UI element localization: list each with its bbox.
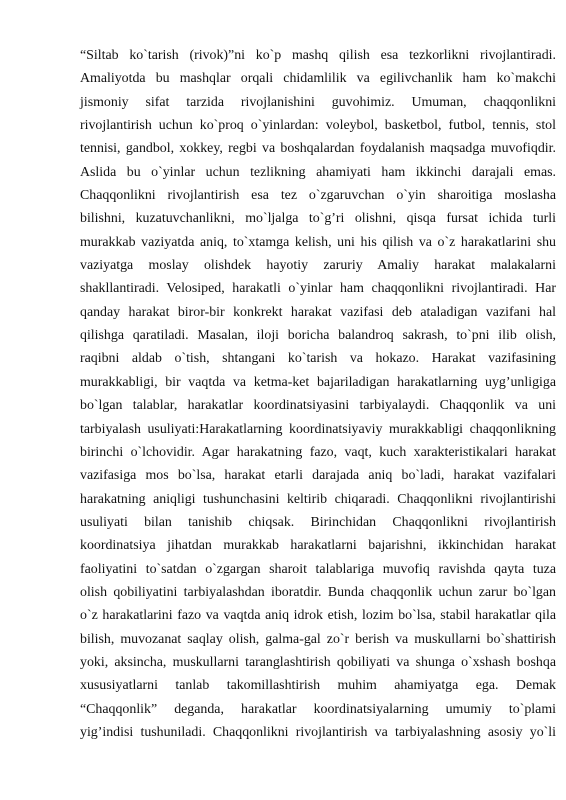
- text-line: shakllantiradi. Velosiped, harakatli o`yinlar ham chaqqonlikni rivojlantiradi. Har: [80, 281, 556, 297]
- text-line: harakatning aniqligi tushunchasini keltirib chiqaradi. Chaqqonlikni rivojlantirishi: [80, 491, 556, 507]
- text-line: murakkabligi, bir vaqtda va ketma-ket bajariladigan harakatlarning uyg’unligiga: [80, 374, 556, 390]
- text-line: o`z harakatlarini fazo va vaqtda aniq idrok etish, lozim bo`lsa, stabil harakatlar qila: [80, 608, 556, 624]
- text-line: bilishni, kuzatuvchanlikni, mo`ljalga to`g’ri olishni, qisqa fursat ichida turli: [80, 211, 556, 227]
- text-line: yig’indisi tushuniladi. Chaqqonlikni rivojlantirish va tarbiyalashning asosiy yo`li: [80, 724, 556, 740]
- text-line: raqibni aldab o`tish, shtangani ko`tarish va hokazo. Harakat vazifasining: [80, 351, 556, 367]
- text-line: Chaqqonlikni rivojlantirish esa tez o`zgaruvchan o`yin sharoitiga moslasha: [80, 188, 556, 204]
- text-line: Amaliyotda bu mashqlar orqali chidamlilik va egilivchanlik ham ko`makchi: [80, 71, 556, 87]
- text-line: vaziyatga moslay olishdek hayotiy zaruriy Amaliy harakat malakalarni: [80, 258, 556, 274]
- text-line: usuliyati bilan tanishib chiqsak. Birinchidan Chaqqonlikni rivojlantirish: [80, 514, 556, 530]
- text-line: vazifasiga mos bo`lsa, harakat etarli darajada aniq bo`ladi, harakat vazifalari: [80, 468, 556, 484]
- text-line: xususiyatlarni tanlab takomillashtirish muhim ahamiyatga ega. Demak: [80, 678, 556, 694]
- text-line: bilish, muvozanat saqlay olish, galma-gal zo`r berish va muskullarni bo`shattirish: [80, 631, 556, 647]
- text-line: olish qobiliyatini tarbiyalashdan iboratdir. Bunda chaqqonlik uchun zarur bo`lgan: [80, 584, 556, 600]
- text-line: murakkab vaziyatda aniq, to`xtamga kelish, uni his qilish va o`z harakatlarini shu: [80, 234, 556, 250]
- text-line: jismoniy sifat tarzida rivojlanishini guvohimiz. Umuman, chaqqonlikni: [80, 94, 556, 110]
- text-line: birinchi o`lchovidir. Agar harakatning fazo, vaqt, kuch xarakteristikalari harakat: [80, 444, 556, 460]
- text-line: qilishga qaratiladi. Masalan, iloji boricha balandroq sakrash, to`pni ilib olish,: [80, 328, 556, 344]
- text-line: tennisi, gandbol, xokkey, regbi va boshqalardan foydalanish maqsadga muvofiqdir.: [80, 141, 556, 157]
- text-line: bo`lgan talablar, harakatlar koordinatsiyasini tarbiyalaydi. Chaqqonlik va uni: [80, 398, 556, 414]
- body-paragraph: [80, 44, 556, 744]
- text-line: qanday harakat biror-bir konkrekt harakat vazifasi deb ataladigan vazifani hal: [80, 304, 556, 320]
- text-line: faoliyatini to`satdan o`zgargan sharoit talablariga muvofiq ravishda qayta tuza: [80, 561, 556, 577]
- text-line: yoki, aksincha, muskullarni taranglashtirish qobiliyati va shunga o`xshash boshqa: [80, 654, 556, 670]
- text-line: “Siltab ko`tarish (rivok)”ni ko`p mashq qilish esa tezkorlikni rivojlantiradi.: [80, 48, 556, 63]
- text-line: tarbiyalash usuliyati:Harakatlarning koordinatsiyaviy murakkabligi chaqqonlikning: [80, 421, 556, 437]
- text-line: Aslida bu o`yinlar uchun tezlikning ahamiyati ham ikkinchi darajali emas.: [80, 164, 556, 180]
- text-line: “Chaqqonlik” deganda, harakatlar koordinatsiyalarning umumiy to`plami: [80, 701, 556, 717]
- text-line: rivojlantirish uchun ko`proq o`yinlardan: voleybol, basketbol, futbol, tennis, stol: [80, 118, 556, 134]
- text-line: koordinatsiya jihatdan murakkab harakatlarni bajarishni, ikkinchidan harakat: [80, 538, 556, 554]
